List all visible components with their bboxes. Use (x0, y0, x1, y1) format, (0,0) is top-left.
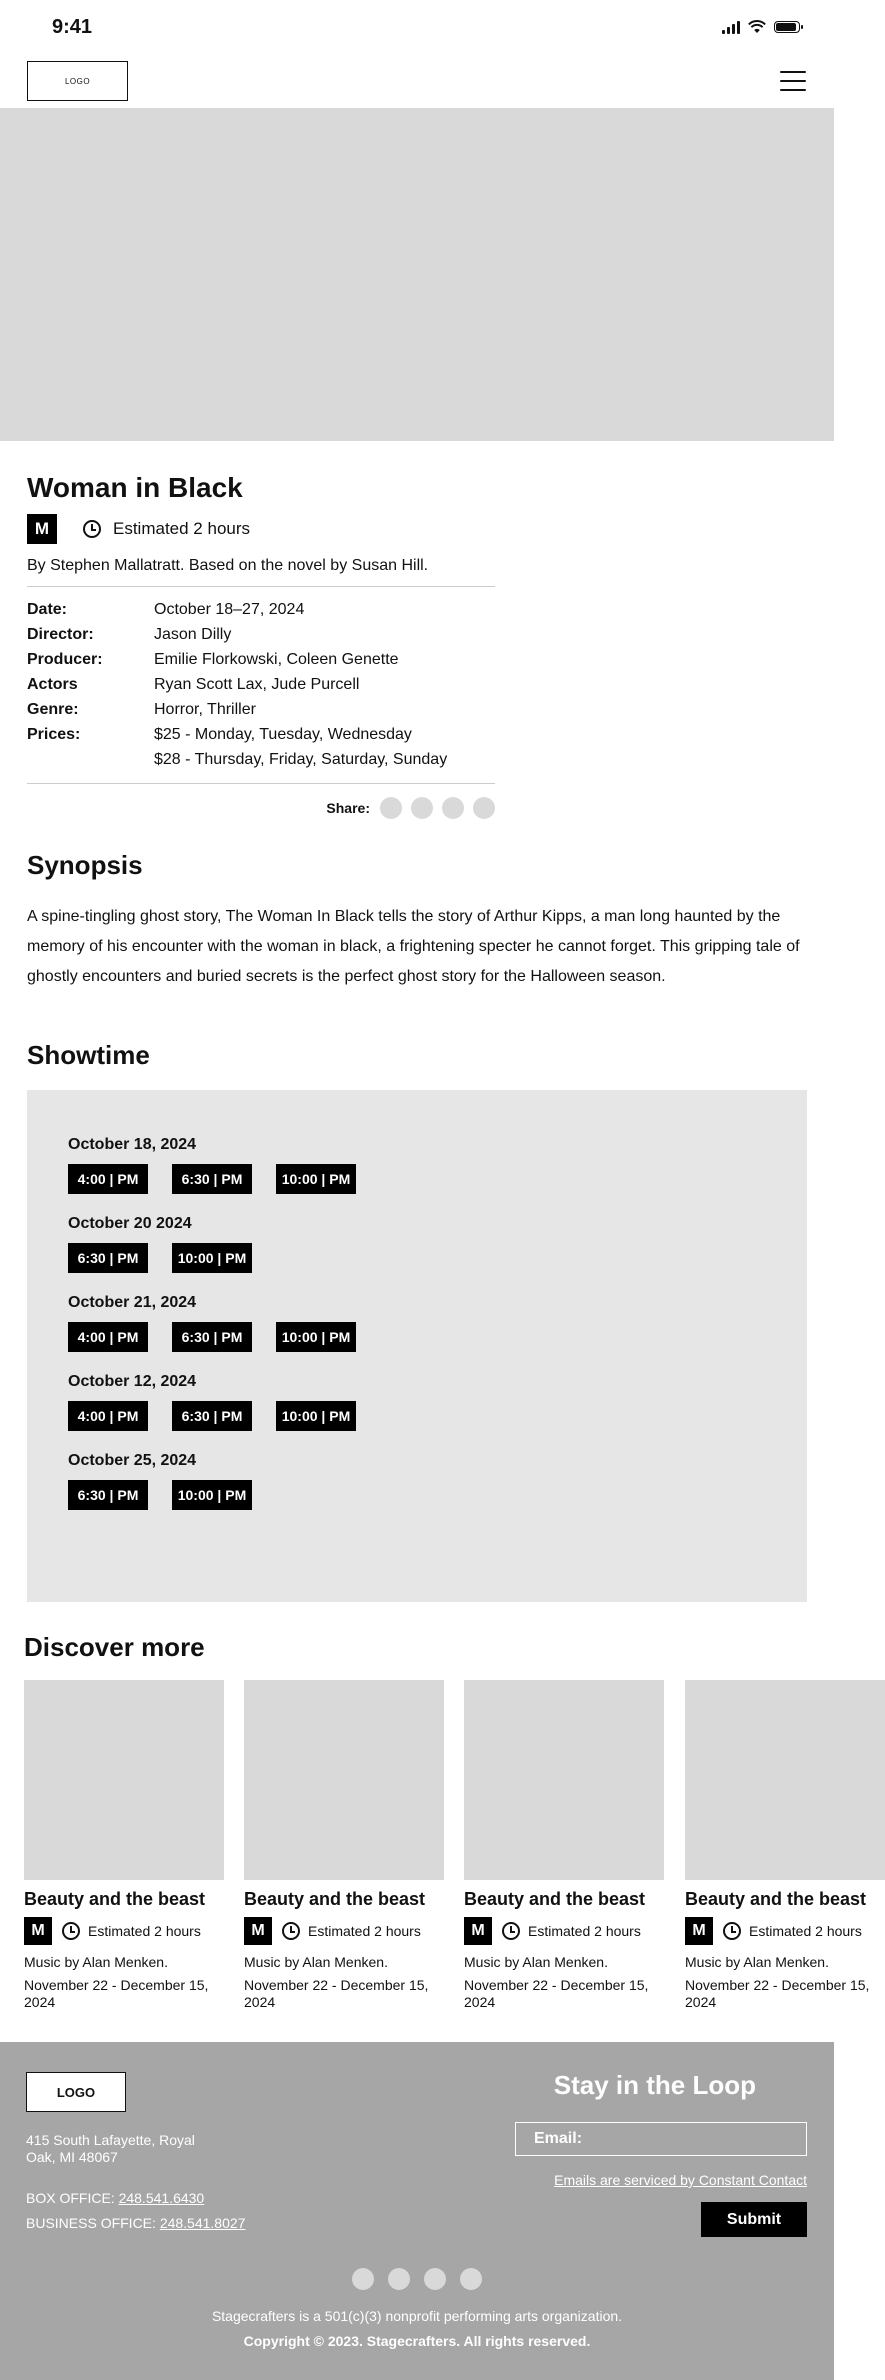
card-dates: November 22 - December 15, 2024 (464, 1977, 649, 2010)
clock-icon (723, 1922, 741, 1940)
clock-icon (62, 1922, 80, 1940)
detail-label (27, 747, 154, 772)
showtime-button[interactable]: 10:00 | PM (276, 1322, 356, 1352)
card-duration: Estimated 2 hours (528, 1923, 641, 1939)
card-music: Music by Alan Menken. (244, 1954, 388, 1970)
social-icon[interactable] (460, 2268, 482, 2290)
detail-row-prices-weekend (27, 747, 495, 772)
social-icon[interactable] (424, 2268, 446, 2290)
showtime-group (68, 1294, 807, 1352)
card-title[interactable]: Beauty and the beast (24, 1889, 206, 1909)
business-office-label: BUSINESS OFFICE: (26, 2215, 160, 2231)
showtime-title: Showtime (27, 1040, 150, 1070)
showtime-times (68, 1401, 807, 1431)
showtime-button[interactable]: 6:30 | PM (172, 1322, 252, 1352)
card-title[interactable]: Beauty and the beast (244, 1889, 426, 1909)
showtime-times (68, 1243, 807, 1273)
box-office (26, 2190, 204, 2206)
showtime-button[interactable]: 4:00 | PM (68, 1401, 148, 1431)
showtime-panel (27, 1090, 807, 1602)
synopsis-title: Synopsis (27, 850, 143, 880)
wifi-icon (748, 20, 766, 34)
card-image[interactable] (464, 1680, 664, 1880)
showtime-button[interactable]: 6:30 | PM (172, 1401, 252, 1431)
card-dates: November 22 - December 15, 2024 (244, 1977, 429, 2010)
showtime-button[interactable]: 4:00 | PM (68, 1164, 148, 1194)
detail-value: Emilie Florkowski, Coleen Genette (154, 651, 399, 668)
site-header (0, 54, 834, 108)
showtime-button[interactable]: 10:00 | PM (172, 1480, 252, 1510)
detail-label: Genre: (27, 701, 79, 718)
detail-label: Date: (27, 601, 68, 618)
clock-icon (83, 520, 101, 538)
constant-contact-link[interactable]: Emails are serviced by Constant Contact (554, 2172, 807, 2188)
detail-row-producer (27, 647, 495, 672)
card-dates: November 22 - December 15, 2024 (685, 1977, 870, 2010)
status-icons (722, 20, 800, 34)
hamburger-menu-icon[interactable] (780, 71, 806, 91)
detail-row-genre (27, 697, 495, 722)
rating-badge: M (27, 514, 57, 544)
share-icon[interactable] (380, 797, 402, 819)
show-duration: Estimated 2 hours (113, 519, 251, 538)
detail-label: Prices: (27, 726, 81, 743)
rating-badge: M (464, 1917, 492, 1945)
share-icon[interactable] (411, 797, 433, 819)
showtime-button[interactable]: 6:30 | PM (68, 1243, 148, 1273)
social-icon[interactable] (388, 2268, 410, 2290)
synopsis-text: A spine-tingling ghost story, The Woman In Black tells the story of Arthur Kipps, a man long haunted by the memory of his encounter with the woman in black, a frightening specter he cannot forget. This gripping tale of ghostly encounters and buried secrets is the perfect ghost story for the Halloween season. (27, 908, 800, 985)
submit-button[interactable]: Submit (701, 2202, 807, 2237)
card-image[interactable] (24, 1680, 224, 1880)
showtime-times (68, 1480, 807, 1510)
detail-row-prices (27, 722, 495, 747)
battery-level (776, 23, 796, 31)
show-card[interactable] (244, 1680, 444, 2011)
detail-row-actors (27, 672, 495, 697)
card-duration: Estimated 2 hours (308, 1923, 421, 1939)
showtime-group (68, 1452, 807, 1510)
social-links (352, 2268, 482, 2290)
battery-icon (774, 21, 800, 33)
showtime-times (68, 1164, 807, 1194)
site-footer (0, 2042, 834, 2380)
card-duration: Estimated 2 hours (88, 1923, 201, 1939)
detail-row-director (27, 622, 495, 647)
business-office-phone-link[interactable]: 248.541.8027 (159, 2215, 246, 2231)
card-duration: Estimated 2 hours (749, 1923, 862, 1939)
detail-value: Jason Dilly (154, 626, 232, 643)
social-icon[interactable] (352, 2268, 374, 2290)
share-icon[interactable] (442, 797, 464, 819)
card-image[interactable] (244, 1680, 444, 1880)
cellular-signal-icon (722, 20, 740, 34)
copyright: Copyright © 2023. Stagecrafters. All rights reserved. (243, 2333, 591, 2349)
rating-badge: M (685, 1917, 713, 1945)
showtime-date: October 21, 2024 (68, 1294, 197, 1311)
show-card[interactable] (464, 1680, 664, 2011)
card-meta (685, 1917, 885, 1945)
detail-value: Horror, Thriller (154, 701, 256, 718)
status-time: 9:41 (52, 15, 93, 38)
box-office-label: BOX OFFICE: (26, 2190, 119, 2206)
detail-row-date (27, 597, 495, 622)
showtime-times (68, 1322, 807, 1352)
discover-title: Discover more (24, 1632, 205, 1662)
business-office (26, 2215, 245, 2231)
showtime-date: October 18, 2024 (68, 1136, 197, 1153)
showtime-group (68, 1215, 807, 1273)
showtime-date: October 25, 2024 (68, 1452, 197, 1469)
show-title: Woman in Black (27, 472, 243, 503)
card-title[interactable]: Beauty and the beast (464, 1889, 646, 1909)
card-meta (24, 1917, 224, 1945)
card-meta (244, 1917, 444, 1945)
showtime-button[interactable]: 10:00 | PM (276, 1401, 356, 1431)
detail-label: Director: (27, 626, 94, 643)
detail-value: October 18–27, 2024 (154, 601, 305, 618)
newsletter-title: Stay in the Loop (553, 2070, 756, 2100)
clock-icon (282, 1922, 300, 1940)
discover-carousel[interactable] (24, 1680, 870, 2020)
show-byline: By Stephen Mallatratt. Based on the novel by Susan Hill. (27, 557, 495, 587)
show-info (27, 472, 495, 819)
rating-badge: M (24, 1917, 52, 1945)
show-details (27, 587, 495, 784)
show-card[interactable] (24, 1680, 224, 2011)
card-meta (464, 1917, 664, 1945)
showtime-button[interactable]: 10:00 | PM (276, 1164, 356, 1194)
showtime-date: October 20 2024 (68, 1215, 192, 1232)
card-music: Music by Alan Menken. (24, 1954, 168, 1970)
card-dates: November 22 - December 15, 2024 (24, 1977, 209, 2010)
showtime-group (68, 1136, 807, 1194)
showtime-button[interactable]: 4:00 | PM (68, 1322, 148, 1352)
share-row (27, 797, 495, 819)
card-title[interactable]: Beauty and the beast (685, 1889, 867, 1909)
share-label: Share: (326, 800, 370, 816)
show-meta (27, 514, 495, 544)
showtime-button[interactable]: 10:00 | PM (172, 1243, 252, 1273)
card-music: Music by Alan Menken. (464, 1954, 608, 1970)
detail-value: $25 - Monday, Tuesday, Wednesday (154, 726, 412, 743)
nonprofit-statement: Stagecrafters is a 501(c)(3) nonprofit performing arts organization. (211, 2308, 623, 2324)
box-office-phone-link[interactable]: 248.541.6430 (118, 2190, 205, 2206)
card-image[interactable] (685, 1680, 885, 1880)
showtime-button[interactable]: 6:30 | PM (172, 1164, 252, 1194)
detail-value: $28 - Thursday, Friday, Saturday, Sunday (154, 751, 448, 768)
showtime-button[interactable]: 6:30 | PM (68, 1480, 148, 1510)
clock-icon (502, 1922, 520, 1940)
footer-logo[interactable]: LOGO (26, 2072, 126, 2112)
showtime-date: October 12, 2024 (68, 1373, 197, 1390)
header-logo[interactable]: LOGO (27, 61, 128, 101)
status-bar (0, 0, 834, 54)
show-card[interactable] (685, 1680, 885, 2011)
detail-label: Actors (27, 676, 78, 693)
hero-image (0, 108, 834, 441)
detail-label: Producer: (27, 651, 103, 668)
card-music: Music by Alan Menken. (685, 1954, 829, 1970)
footer-address: 415 South Lafayette, Royal Oak, MI 48067 (26, 2132, 195, 2165)
rating-badge: M (244, 1917, 272, 1945)
detail-value: Ryan Scott Lax, Jude Purcell (154, 676, 360, 693)
share-icon[interactable] (473, 797, 495, 819)
showtime-group (68, 1373, 807, 1431)
email-field[interactable]: Email: (515, 2122, 807, 2156)
